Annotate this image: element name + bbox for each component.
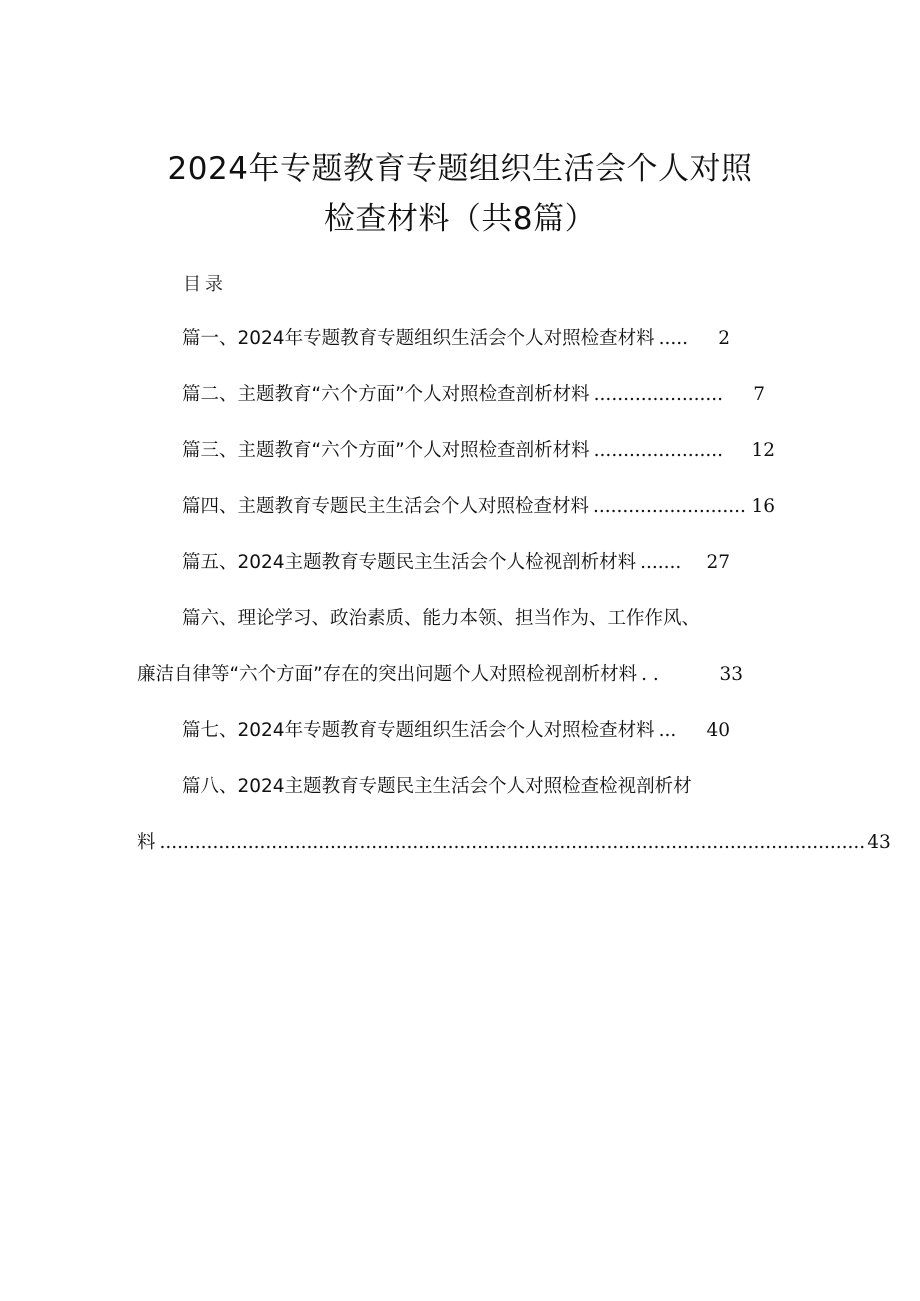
toc-page-number: 12 bbox=[751, 440, 775, 461]
toc-entry-text: 篇一、2024年专题教育专题组织生活会个人对照检查材料 bbox=[182, 328, 655, 349]
toc-entry-8-line-2[interactable] bbox=[137, 828, 891, 854]
toc-page-number: 40 bbox=[706, 720, 730, 741]
toc-entry-text: 篇二、主题教育“六个方面”个人对照检查剖析材料 bbox=[182, 384, 590, 405]
toc-dot-leader: .......................... bbox=[593, 496, 746, 517]
toc-page-number: 33 bbox=[719, 664, 743, 685]
toc-entry-4[interactable] bbox=[182, 492, 775, 518]
toc-entry-1[interactable] bbox=[182, 324, 730, 350]
toc-dot-leader: . . bbox=[641, 664, 659, 685]
toc-heading: 目录 bbox=[183, 274, 227, 295]
toc-entry-text: 篇六、理论学习、政治素质、能力本领、担当作为、工作作风、 bbox=[182, 608, 701, 629]
toc-entry-text: 料 bbox=[137, 832, 156, 853]
toc-page-number: 43 bbox=[867, 832, 891, 853]
toc-entry-6-line-1[interactable] bbox=[182, 604, 742, 630]
toc-page-number: 2 bbox=[718, 328, 730, 349]
toc-entry-6-line-2[interactable] bbox=[137, 660, 743, 686]
toc-entry-text: 篇八、2024主题教育专题民主生活会个人对照检查检视剖析材 bbox=[182, 776, 692, 797]
toc-dot-leader: ....... bbox=[640, 552, 682, 573]
toc-entry-8-line-1[interactable] bbox=[182, 772, 742, 798]
toc-entry-text: 篇五、2024主题教育专题民主生活会个人检视剖析材料 bbox=[182, 552, 637, 573]
toc-entry-5[interactable] bbox=[182, 548, 730, 574]
toc-dot-leader: ... bbox=[658, 720, 677, 741]
toc-dot-leader: ........................................................................................................................ bbox=[159, 832, 866, 853]
toc-page-number: 27 bbox=[706, 552, 730, 573]
toc-entry-2[interactable] bbox=[182, 380, 765, 406]
toc-entry-text: 廉洁自律等“六个方面”存在的突出问题个人对照检视剖析材料 bbox=[137, 664, 638, 685]
toc-dot-leader: ...................... bbox=[593, 440, 724, 461]
toc-dot-leader: ..... bbox=[658, 328, 688, 349]
toc-entry-3[interactable] bbox=[182, 436, 775, 462]
document-title-line-2: 检查材料（共8篇） bbox=[323, 201, 597, 237]
toc-entry-text: 篇四、主题教育专题民主生活会个人对照检查材料 bbox=[182, 496, 590, 517]
toc-dot-leader: ...................... bbox=[593, 384, 724, 405]
toc-page-number: 7 bbox=[753, 384, 765, 405]
toc-entry-7[interactable] bbox=[182, 716, 730, 742]
toc-entry-text: 篇七、2024年专题教育专题组织生活会个人对照检查材料 bbox=[182, 720, 655, 741]
toc-entry-text: 篇三、主题教育“六个方面”个人对照检查剖析材料 bbox=[182, 440, 590, 461]
toc-page-number: 16 bbox=[751, 496, 775, 517]
document-title-line-1: 2024年专题教育专题组织生活会个人对照 bbox=[167, 151, 753, 187]
